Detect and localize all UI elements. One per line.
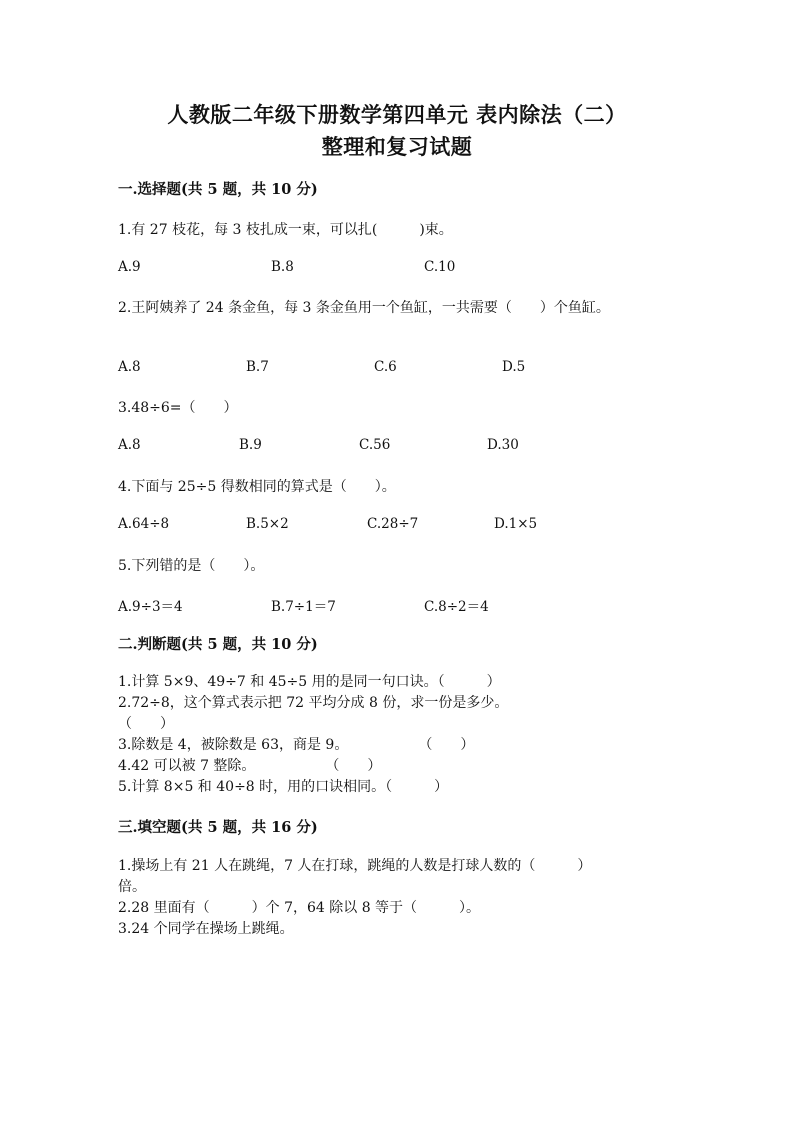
choice-question-2: 2.王阿姨养了 24 条金鱼，每 3 条金鱼用一个鱼缸，一共需要（ ）个鱼缸。: [118, 300, 610, 316]
choice-q3-option-b: B.9: [239, 437, 262, 453]
choice-question-4: 4.下面与 25÷5 得数相同的算式是（ ）。: [118, 479, 396, 495]
judge-line-2: 2.72÷8，这个算式表示把 72 平均分成 8 份，求一份是多少。: [118, 695, 509, 711]
choice-q2-option-b: B.7: [246, 359, 269, 375]
judge-line-4: 4.42 可以被 7 整除。 （ ）: [118, 758, 382, 774]
choice-question-5: 5.下列错的是（ ）。: [118, 558, 265, 574]
judge-line-2-bracket: （ ）: [118, 716, 174, 732]
choice-q1-option-b: B.8: [271, 259, 294, 275]
choice-q3-option-a: A.8: [118, 437, 141, 453]
choice-q4-option-b: B.5×2: [246, 516, 289, 532]
section-heading-judge: 二.判断题(共 5 题，共 10 分): [118, 636, 318, 653]
section-heading-fill: 三.填空题(共 5 题，共 16 分): [118, 819, 318, 836]
choice-q2-option-d: D.5: [502, 359, 526, 375]
judge-line-5: 5.计算 8×5 和 40÷8 时，用的口诀相同。（ ）: [118, 779, 449, 795]
page-subtitle: 整理和复习试题: [321, 134, 473, 159]
fill-line-1: 1.操场上有 21 人在跳绳，7 人在打球，跳绳的人数是打球人数的（ ）: [118, 858, 592, 874]
choice-q3-option-d: D.30: [487, 437, 519, 453]
choice-q4-option-c: C.28÷7: [367, 516, 419, 532]
judge-line-3: 3.除数是 4，被除数是 63，商是 9。 （ ）: [118, 737, 475, 753]
choice-q2-option-a: A.8: [118, 359, 141, 375]
choice-q3-option-c: C.56: [359, 437, 391, 453]
choice-q5-option-c: C.8÷2＝4: [424, 599, 489, 615]
choice-q5-option-b: B.7÷1＝7: [271, 599, 336, 615]
choice-q5-option-a: A.9÷3＝4: [118, 599, 183, 615]
choice-q1-option-c: C.10: [424, 259, 456, 275]
section-heading-choice: 一.选择题(共 5 题，共 10 分): [118, 181, 318, 198]
fill-line-2: 2.28 里面有（ ）个 7，64 除以 8 等于（ ）。: [118, 900, 481, 916]
choice-q4-option-d: D.1×5: [494, 516, 538, 532]
fill-line-1-cont: 倍。: [118, 879, 146, 895]
fill-line-3: 3.24 个同学在操场上跳绳。: [118, 921, 294, 937]
choice-q1-option-a: A.9: [118, 259, 141, 275]
choice-question-1: 1.有 27 枝花，每 3 枝扎成一束，可以扎( )束。: [118, 222, 453, 238]
page-title: 人教版二年级下册数学第四单元 表内除法（二）: [167, 102, 627, 127]
judge-line-1: 1.计算 5×9、49÷7 和 45÷5 用的是同一句口诀。（ ）: [118, 674, 501, 690]
choice-question-3: 3.48÷6=（ ）: [118, 400, 238, 416]
choice-q2-option-c: C.6: [374, 359, 397, 375]
choice-q4-option-a: A.64÷8: [118, 516, 170, 532]
